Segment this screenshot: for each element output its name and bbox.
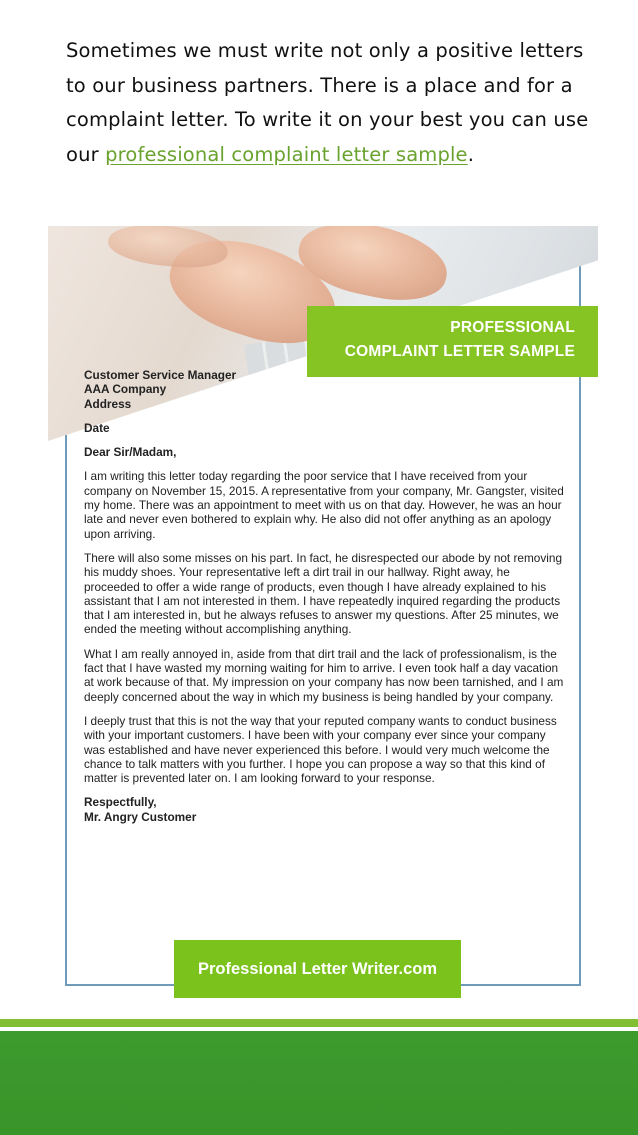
letter-paragraph: I deeply trust that this is not the way that your reputed company wants to conduct business with your important customers. I have been with your company ever since your company was established and have never experienced this before. I would very much welcome the chance to talk matters with you further. I hope you can propose a way so that this kind of matter is prevented later on. I am looking forward to your response. <box>84 713 557 786</box>
letter-date: Date <box>84 420 110 435</box>
intro-text-end: . <box>467 142 475 166</box>
intro-text: Sometimes we must write not only a positive letters to our business partners. There is a place and for a complaint letter. To write it on your best you can use our <box>66 39 589 166</box>
salutation: Dear Sir/Madam, <box>84 445 177 460</box>
letter-body <box>84 368 564 824</box>
banner-line-2: COMPLAINT LETTER SAMPLE <box>344 343 575 360</box>
closing: Respectfully, <box>84 795 157 810</box>
signature: Mr. Angry Customer <box>84 809 197 824</box>
recipient-address: Address <box>84 396 132 411</box>
complaint-letter-sample-link[interactable]: professional complaint letter sample <box>105 142 468 166</box>
intro-paragraph <box>66 34 606 172</box>
letter-paragraph: There will also some misses on his part. In fact, he disrespected our abode by not removing his muddy shoes. Your representative left a dirt trail in our hallway. Right away, he proceeded to offer a wide range of products, even though I have already explained to his assistant that I am not interested in them. I have repeatedly inquired regarding the products that I am interested in, but he always refuses to answer my questions. After 25 minutes, we ended the meeting without accomplishing anything. <box>84 550 563 637</box>
recipient-title: Customer Service Manager <box>84 368 237 382</box>
banner-line-1: PROFESSIONAL <box>450 319 575 336</box>
complaint-letter-sample-image <box>48 226 598 1004</box>
website-label: Professional Letter Writer.com <box>174 940 461 998</box>
bottom-accent-line <box>0 1019 638 1027</box>
letter-title-banner <box>307 306 598 377</box>
letter-paragraph: I am writing this letter today regarding the poor service that I have received from your company on November 15, 2015. A representative from your company, Mr. Gangster, visited my home. There was an appointment to meet with us on that day. However, he was an hour late and never even bothered to explain why. He also did not offer anything as an apology upon arriving. <box>84 469 564 541</box>
letter-paragraph: What I am really annoyed in, aside from that dirt trail and the lack of professionalism, is the fact that I have wasted my morning waiting for him to arrive. I even took half a day vacation at work because of that. My impression on your company has now been tarnished, and I am deeply concerned about the way in which my business is being handled by your company. <box>84 646 564 704</box>
recipient-company: AAA Company <box>84 382 167 397</box>
bottom-footer-bar <box>0 1031 638 1135</box>
